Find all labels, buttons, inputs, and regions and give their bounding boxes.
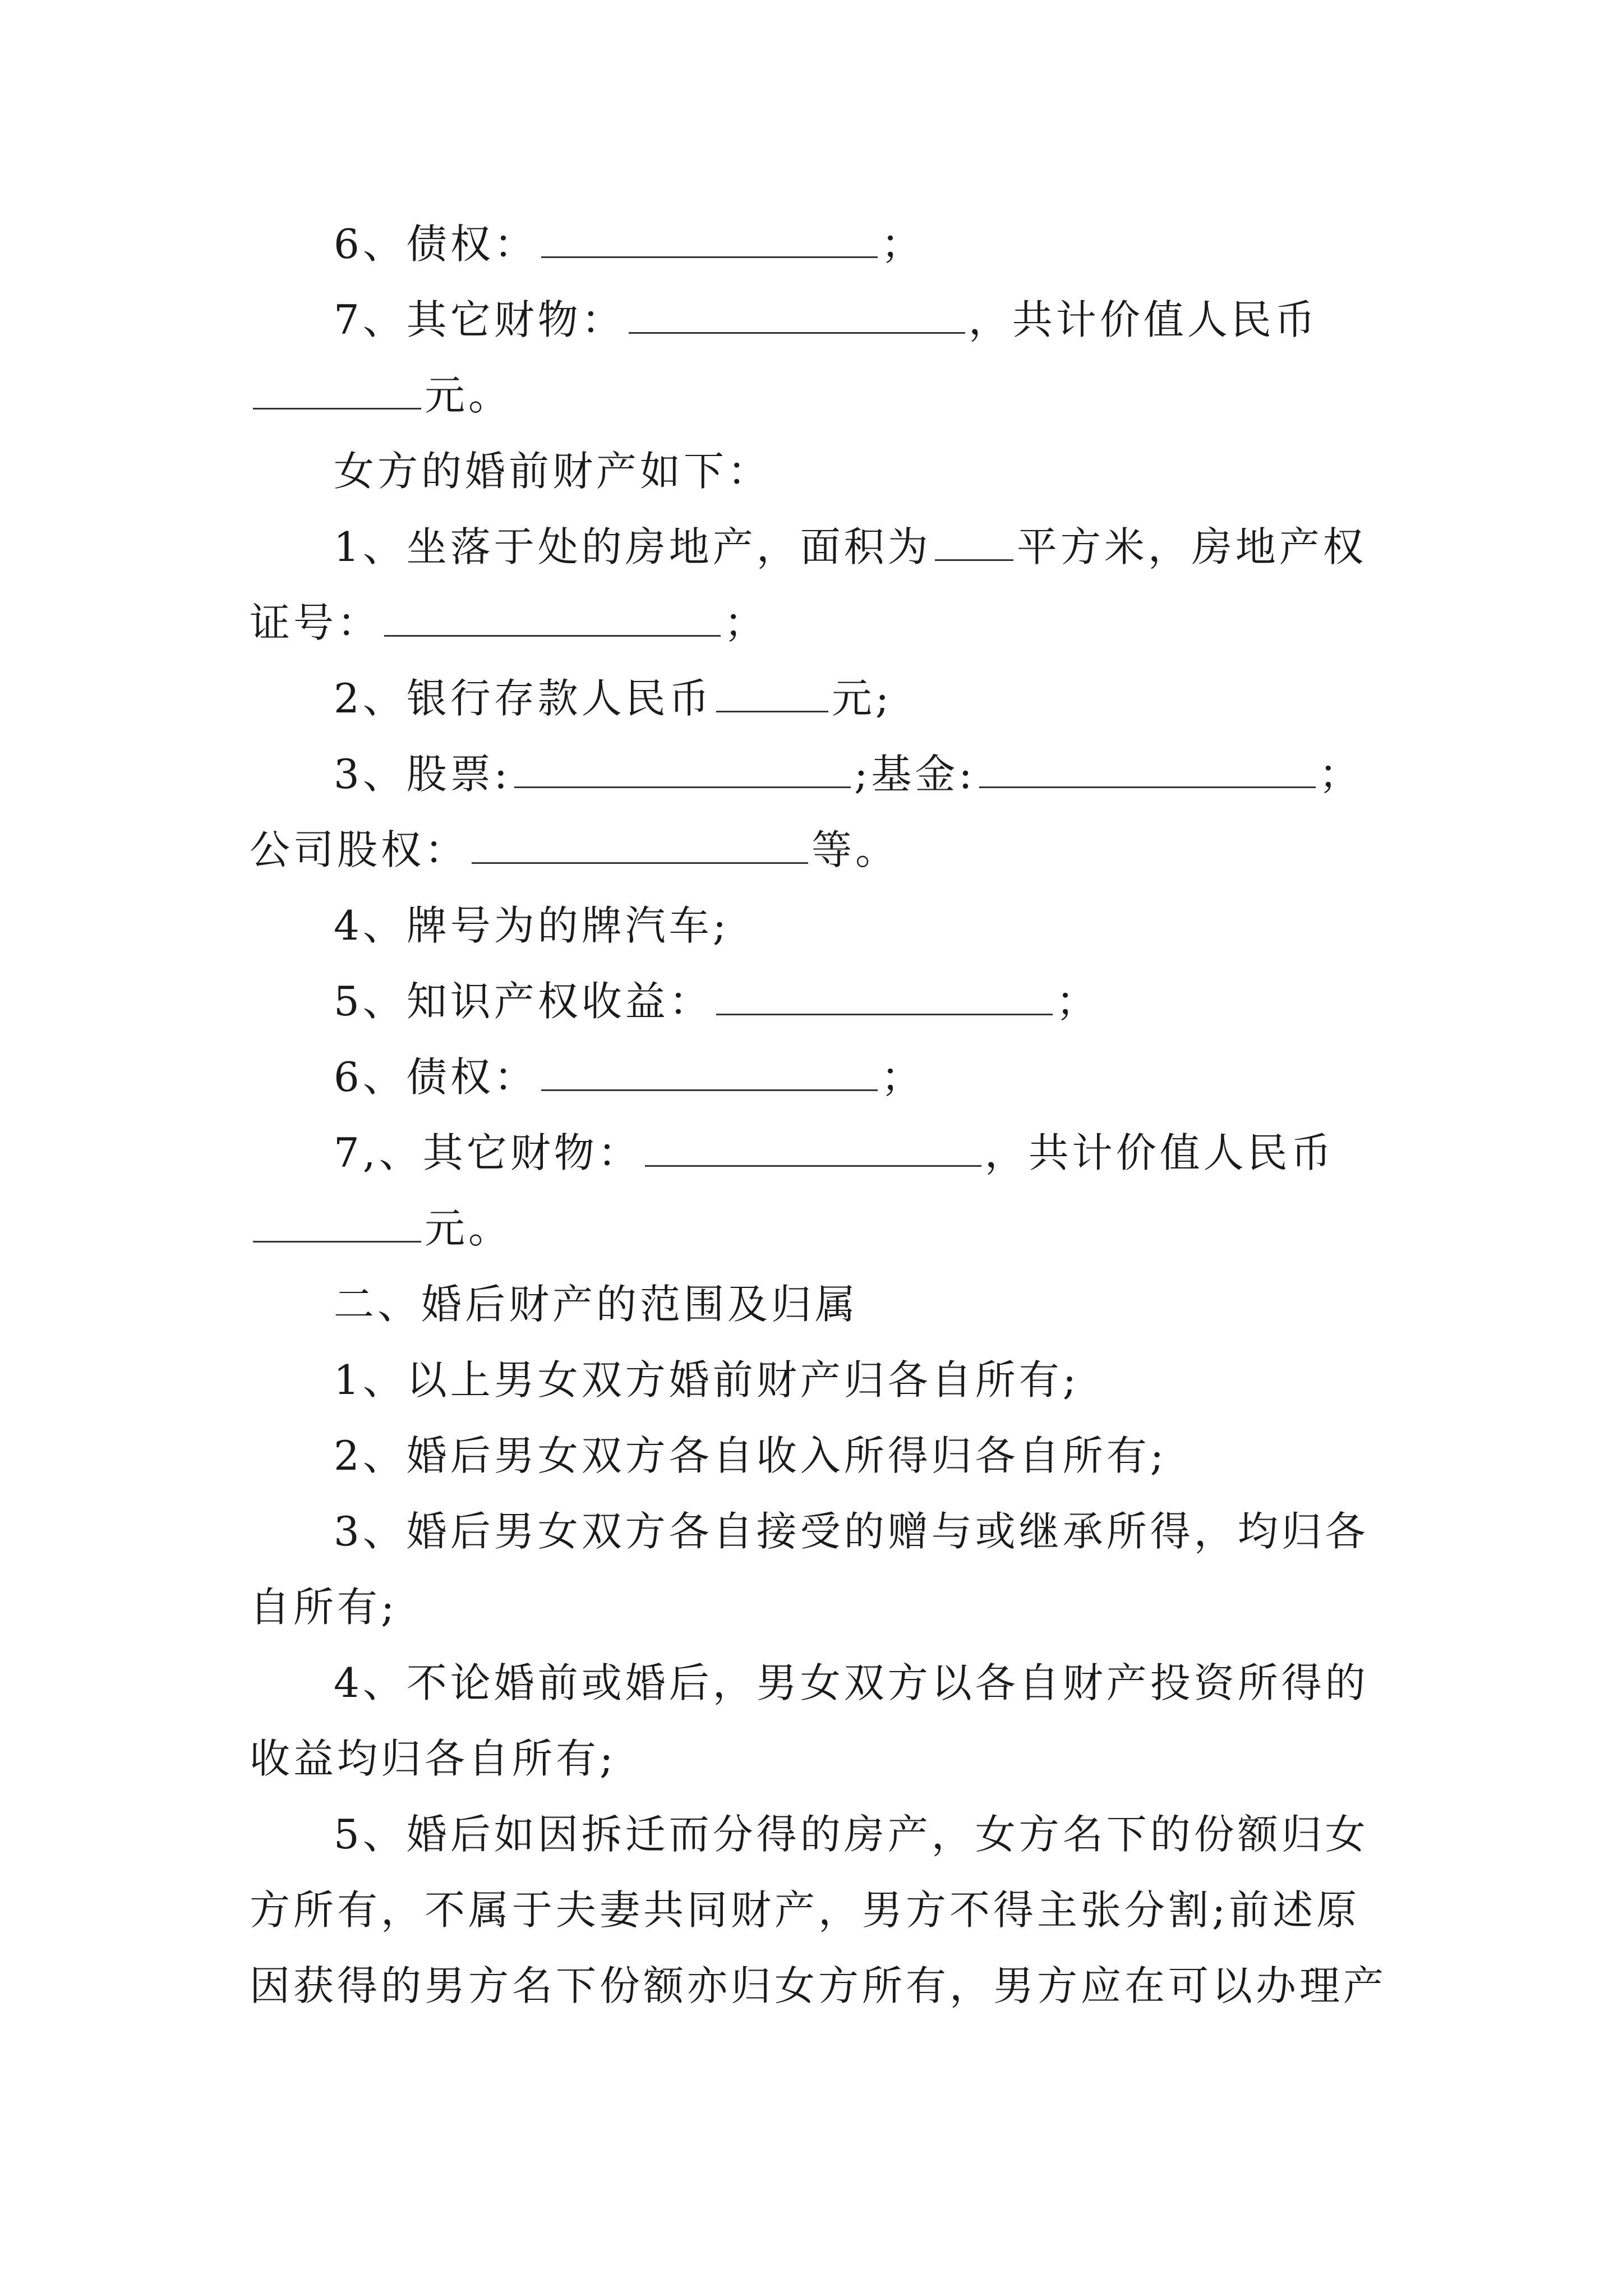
fill-in-blank <box>514 744 851 788</box>
text-line <box>0 1043 1623 1111</box>
text-line <box>0 665 1623 732</box>
line-text: 7、其它财物： <box>334 296 625 343</box>
line-text: 自所有; <box>250 1584 398 1631</box>
line-text: 证号： <box>250 599 381 646</box>
fill-in-blank <box>716 971 1053 1015</box>
text-line <box>0 513 1623 581</box>
line-text: 1、以上男女双方婚前财产归各自所有; <box>334 1356 1080 1404</box>
line-text: 6、债权： <box>334 220 538 268</box>
line-text: 4、牌号为的牌汽车; <box>334 902 730 949</box>
text-line <box>0 1119 1623 1186</box>
line-text: 方所有，不属于夫妻共同财产，男方不得主张分割;前述原 <box>250 1887 1361 1934</box>
line-text: 等。 <box>811 826 900 873</box>
line-text: ； <box>880 220 925 268</box>
line-text: ，共计价值人民币 <box>984 1129 1335 1176</box>
text-line <box>0 1422 1623 1489</box>
text-line <box>0 438 1623 505</box>
line-text: 2、银行存款人民币 <box>334 675 713 722</box>
text-line <box>0 1725 1623 1792</box>
line-text: 元。 <box>425 1205 513 1252</box>
line-text: 女方的婚前财产如下： <box>334 448 772 495</box>
line-text: 平方米，房地产权 <box>1016 523 1367 570</box>
text-line <box>0 362 1623 429</box>
text-line <box>0 740 1623 808</box>
fill-in-blank <box>472 820 808 864</box>
line-text: ； <box>880 1053 925 1101</box>
fill-in-blank <box>253 1198 421 1243</box>
line-text: 二、婚后财产的范围及归属 <box>334 1281 859 1328</box>
fill-in-blank <box>716 668 828 712</box>
text-line <box>0 1271 1623 1338</box>
line-text: 6、债权： <box>334 1053 538 1101</box>
text-line <box>0 1801 1623 1868</box>
text-line <box>0 1346 1623 1414</box>
text-line <box>0 589 1623 656</box>
line-text: 元; <box>831 675 893 722</box>
fill-in-blank <box>979 744 1316 788</box>
line-text: 3、婚后男女双方各自接受的赠与或继承所得，均归各 <box>334 1508 1369 1555</box>
line-text: ； <box>724 599 768 646</box>
fill-in-blank <box>645 1122 981 1167</box>
line-text: 7,、其它财物： <box>334 1129 642 1176</box>
line-text: 公司股权： <box>250 826 469 873</box>
fill-in-blank <box>541 214 878 258</box>
text-line <box>0 892 1623 959</box>
text-line <box>0 1498 1623 1565</box>
text-line <box>0 1649 1623 1717</box>
line-text: 3、股票: <box>334 751 511 798</box>
fill-in-blank <box>253 365 421 409</box>
text-line <box>0 210 1623 278</box>
text-line <box>0 968 1623 1035</box>
line-text: 因获得的男方名下份额亦归女方所有，男方应在可以办理产 <box>250 1962 1387 2009</box>
line-text: ； <box>1055 978 1100 1025</box>
fill-in-blank <box>935 517 1013 561</box>
text-line <box>0 816 1623 884</box>
text-line <box>0 1876 1623 1944</box>
text-line <box>0 1195 1623 1262</box>
text-line <box>0 286 1623 353</box>
text-line <box>0 1573 1623 1641</box>
line-text: 5、婚后如因拆迁而分得的房产，女方名下的份额归女 <box>334 1811 1369 1858</box>
line-text: 2、婚后男女双方各自收入所得归各自所有; <box>334 1432 1168 1479</box>
line-text: 元。 <box>425 372 513 419</box>
fill-in-blank <box>384 592 721 637</box>
fill-in-blank <box>541 1047 878 1091</box>
fill-in-blank <box>629 289 965 334</box>
line-text: 1、坐落于处的房地产，面积为 <box>334 523 932 570</box>
line-text: ;基金: <box>854 751 976 798</box>
line-text: 收益均归各自所有; <box>250 1735 617 1782</box>
line-text: 4、不论婚前或婚后，男女双方以各自财产投资所得的 <box>334 1659 1369 1706</box>
text-line <box>0 1952 1623 2019</box>
line-text: 5、知识产权收益： <box>334 978 713 1025</box>
line-text: ，共计价值人民币 <box>968 296 1318 343</box>
line-text: ； <box>1318 751 1363 798</box>
